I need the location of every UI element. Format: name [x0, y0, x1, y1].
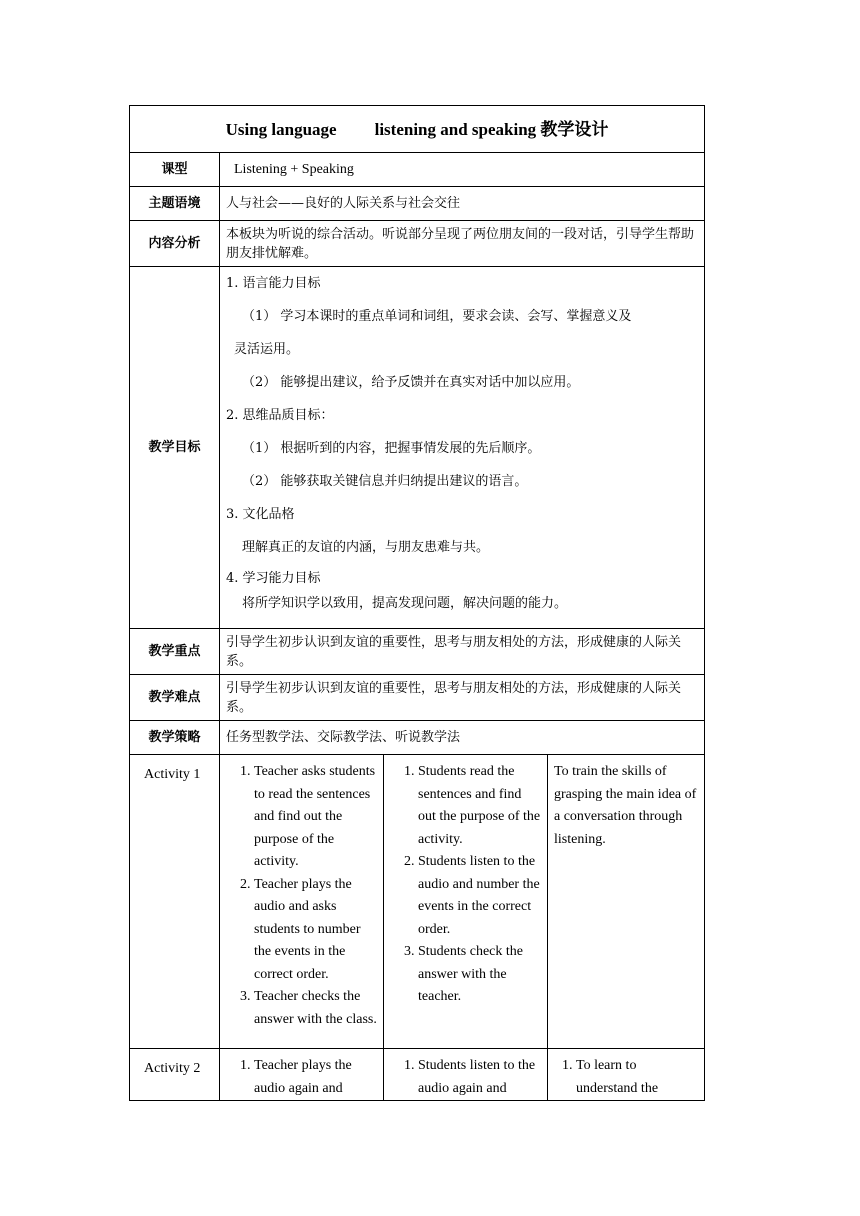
objective-line: 1. 语言能力目标 [226, 276, 321, 291]
lesson-plan-table [129, 105, 705, 1101]
list-item: 1. Teacher asks students to read the sentences and find out the purpose of the activity. [254, 761, 377, 874]
list-item: 1. Students read the sentences and find out the purpose of the activity. [418, 761, 541, 851]
lesson-type-row [130, 153, 705, 187]
objective-line: （1） 学习本课时的重点单词和词组，要求会读、会写、掌握意义及 [242, 309, 632, 324]
objective-line: 2. 思维品质目标： [226, 408, 334, 423]
page-title [130, 106, 705, 153]
lesson-type-value: Listening + Speaking [220, 153, 705, 187]
key-points-row [130, 629, 705, 675]
strategies-value: 任务型教学法、交际教学法、听说教学法 [220, 721, 705, 755]
key-points-label: 教学重点 [130, 629, 220, 675]
objectives-row [130, 267, 705, 629]
objectives-label: 教学目标 [130, 267, 220, 629]
objectives-content [220, 267, 705, 629]
list-item: 1. To learn to understand the [576, 1055, 698, 1100]
activity-purpose [548, 1049, 705, 1101]
key-points-value: 引导学生初步认识到友谊的重要性，思考与朋友相处的方法，形成健康的人际关系。 [220, 629, 705, 675]
analysis-label: 内容分析 [130, 221, 220, 267]
list-item: 3. Teacher checks the answer with the class. [254, 986, 377, 1031]
difficulties-value: 引导学生初步认识到友谊的重要性，思考与朋友相处的方法，形成健康的人际关系。 [220, 675, 705, 721]
list-item: 2. Students listen to the audio and number the events in the correct order. [418, 851, 541, 941]
strategies-row [130, 721, 705, 755]
title-part2: listening and speaking 教学设计 [374, 119, 609, 139]
theme-label: 主题语境 [130, 187, 220, 221]
objective-line: 灵活运用。 [234, 342, 300, 357]
objective-line: 4. 学习能力目标 [226, 571, 321, 586]
list-item: 3. Students check the answer with the teacher. [418, 941, 541, 1009]
analysis-value: 本板块为听说的综合活动。听说部分呈现了两位朋友间的一段对话，引导学生帮助朋友排忧解难。 [220, 221, 705, 267]
activity-row [130, 1049, 705, 1101]
lesson-type-label: 课型 [130, 153, 220, 187]
activity-label: Activity 2 [130, 1049, 220, 1101]
theme-value: 人与社会——良好的人际关系与社会交往 [220, 187, 705, 221]
objective-line: 将所学知识学以致用，提高发现问题，解决问题的能力。 [242, 596, 568, 611]
difficulties-row [130, 675, 705, 721]
title-part1: Using language [225, 119, 337, 139]
analysis-row [130, 221, 705, 267]
difficulties-label: 教学难点 [130, 675, 220, 721]
objective-line: 理解真正的友谊的内涵，与朋友患难与共。 [242, 540, 490, 555]
strategies-label: 教学策略 [130, 721, 220, 755]
objective-line: （1） 根据听到的内容，把握事情发展的先后顺序。 [242, 441, 541, 456]
student-steps [384, 1049, 548, 1101]
objective-line: （2） 能够提出建议，给予反馈并在真实对话中加以应用。 [242, 375, 580, 390]
objective-line: （2） 能够获取关键信息并归纳提出建议的语言。 [242, 474, 528, 489]
list-item: 1. Students listen to the audio again and [418, 1055, 541, 1100]
activity-label: Activity 1 [130, 755, 220, 1049]
student-steps [384, 755, 548, 1049]
activity-row [130, 755, 705, 1049]
list-item: 1. Teacher plays the audio again and [254, 1055, 377, 1100]
theme-row [130, 187, 705, 221]
teacher-steps [220, 1049, 384, 1101]
objective-line: 3. 文化品格 [226, 507, 295, 522]
activity-purpose: To train the skills of grasping the main idea of a conversation through listening. [548, 755, 705, 1049]
list-item: 2. Teacher plays the audio and asks students to number the events in the correct order. [254, 874, 377, 987]
teacher-steps [220, 755, 384, 1049]
title-row [130, 106, 705, 153]
